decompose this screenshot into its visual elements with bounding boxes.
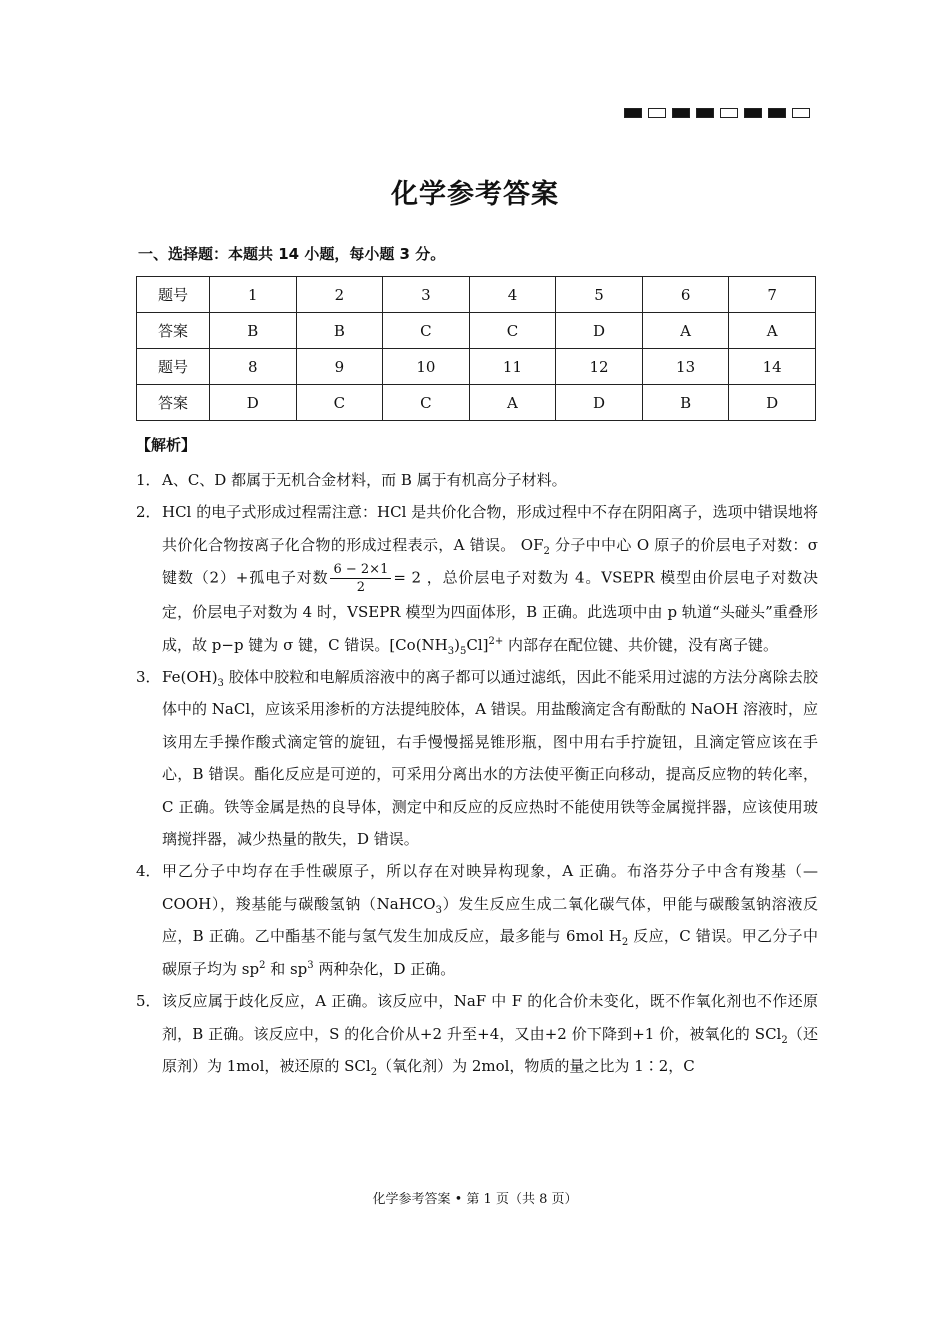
analysis-label: 【解析】 xyxy=(136,436,197,454)
item-number: 1． xyxy=(136,471,161,489)
table-cell: A xyxy=(642,313,729,349)
header-mark-filled xyxy=(744,108,762,118)
table-row xyxy=(137,277,816,313)
item-number: 2． xyxy=(136,503,161,522)
header-mark-filled xyxy=(672,108,690,118)
table-cell: D xyxy=(556,385,643,421)
text-span: 甲乙分子中均存在手性碳原子，所以存在对映异构现象，A 正确。布洛芬分子中含有羧基（—COOH），羧基能与碳酸氢钠（NaHCO xyxy=(162,862,818,913)
text-span: 和 sp xyxy=(265,959,308,978)
table-row xyxy=(137,349,816,385)
subscript: 3 xyxy=(435,904,442,916)
table-cell: A xyxy=(469,385,556,421)
fraction xyxy=(330,561,391,596)
table-cell: 7 xyxy=(729,277,816,313)
item-text xyxy=(162,464,818,496)
header-marks xyxy=(624,108,810,118)
table-cell: 10 xyxy=(383,349,470,385)
table-cell: C xyxy=(296,385,383,421)
list-item xyxy=(136,464,818,496)
header-mark-filled xyxy=(624,108,642,118)
table-cell: 6 xyxy=(642,277,729,313)
table-cell: A xyxy=(729,313,816,349)
table-row xyxy=(137,385,816,421)
item-text xyxy=(162,496,818,661)
page-footer: 化学参考答案 • 第 1 页（共 8 页） xyxy=(372,1192,578,1207)
table-cell: D xyxy=(210,385,297,421)
item-number: 4． xyxy=(136,862,161,881)
superscript: 3 xyxy=(307,959,314,971)
item-text xyxy=(162,985,818,1082)
subscript: 3 xyxy=(217,678,224,690)
superscript: 2 xyxy=(259,959,266,971)
table-cell: 答案 xyxy=(137,385,210,421)
section-heading: 一、选择题：本题共 14 小题，每小题 3 分。 xyxy=(138,245,446,263)
list-item xyxy=(136,496,818,661)
table-cell: 9 xyxy=(296,349,383,385)
table-cell: 12 xyxy=(556,349,643,385)
table-cell: 5 xyxy=(556,277,643,313)
list-item xyxy=(136,855,818,985)
table-cell: 答案 xyxy=(137,313,210,349)
text-span: 内部存在配位键、共价键，没有离子键。 xyxy=(503,635,779,654)
table-cell: 1 xyxy=(210,277,297,313)
table-cell: B xyxy=(296,313,383,349)
table-cell: 2 xyxy=(296,277,383,313)
text-span: 反应，C 错误。甲乙分子中碳原子均为 sp xyxy=(162,927,818,978)
table-cell: D xyxy=(556,313,643,349)
answer-table xyxy=(136,276,816,421)
list-item xyxy=(136,661,818,855)
text-span: （氧化剂）为 2mol，物质的量之比为 1∶2，C xyxy=(377,1056,695,1075)
item-text xyxy=(162,661,818,855)
text-span: 胶体中胶粒和电解质溶液中的离子都可以通过滤纸，因此不能采用过滤的方法分离除去胶体中的 NaCl，应该采用渗析的方法提纯胶体，A 错误。用盐酸滴定含有酚酞的 NaOH 溶液时，应该用左手操作酸式滴定管的旋钮，右手慢慢摇晃锥形瓶，图中用右手拧旋钮，且滴定管应该在手心，B 错误。酯化反应是可逆的，可采用分离出水的方法使平衡正向移动，提高反应物的转化率，C 正确。铁等金属是热的良导体，测定中和反应的反应热时不能使用铁等金属搅拌器，应该使用玻璃搅拌器，减少热量的散失，D 错误。 xyxy=(162,668,818,849)
table-cell: 题号 xyxy=(137,277,210,313)
text-span: （还原剂）为 1mol，被还原的 SCl xyxy=(162,1024,818,1075)
page-title: 化学参考答案 xyxy=(391,179,559,210)
item-text xyxy=(162,855,818,985)
table-cell: C xyxy=(383,385,470,421)
header-mark-empty xyxy=(648,108,666,118)
text-span: Fe(OH) xyxy=(162,668,218,687)
subscript: 2 xyxy=(543,545,550,557)
item-number: 3． xyxy=(136,668,161,687)
subscript: 3 xyxy=(447,645,455,657)
text-span: A、C、D 都属于无机合金材料，而 B 属于有机高分子材料。 xyxy=(162,471,567,489)
fraction-numerator: 6 − 2×1 xyxy=(330,561,391,579)
text-span: 该反应属于歧化反应，A 正确。该反应中，NaF 中 F 的化合价未变化，既不作氧化剂也不作还原剂，B 正确。该反应中，S 的化合价从+2 升至+4，又由+2 价下降到+1 价，被氧化的 SCl xyxy=(162,992,818,1043)
text-span: 分子中中心 O 原子的价层电子对数：σ 键数（2）+孤电子对数 xyxy=(162,535,819,587)
table-cell: C xyxy=(383,313,470,349)
header-mark-empty xyxy=(720,108,738,118)
table-cell: B xyxy=(642,385,729,421)
table-cell: C xyxy=(469,313,556,349)
table-cell: 11 xyxy=(469,349,556,385)
header-mark-empty xyxy=(792,108,810,118)
text-span: Cl] xyxy=(466,635,489,654)
item-number: 5． xyxy=(136,992,161,1011)
subscript: 5 xyxy=(459,645,467,657)
text-span: ）发生反应生成二氧化碳气体，甲能与碳酸氢钠溶液反应，B 正确。乙中酯基不能与氢气发生加成反应，最多能与 6mol H xyxy=(162,894,818,946)
list-item xyxy=(136,985,818,1082)
table-cell: D xyxy=(729,385,816,421)
header-mark-filled xyxy=(768,108,786,118)
text-span: = 2 ，总价层电子对数为 4。VSEPR 模型由价层电子对数决定，价层电子对数为 4 时，VSEPR 模型为四面体形，B 正确。此选项中由 p 轨道“头碰头”重叠形成，故 p−p 键为 σ 键，C 错误。[Co(NH xyxy=(162,568,818,654)
analysis-items xyxy=(136,464,818,1082)
table-cell: 14 xyxy=(729,349,816,385)
table-cell: B xyxy=(210,313,297,349)
table-cell: 13 xyxy=(642,349,729,385)
text-span: HCl 的电子式形成过程需注意：HCl 是共价化合物，形成过程中不存在阴阳离子，选项中错误地将共价化合物按离子化合物的形成过程表示，A 错误。 OF xyxy=(162,503,818,554)
table-cell: 8 xyxy=(210,349,297,385)
text-span: ) xyxy=(454,635,460,654)
header-mark-filled xyxy=(696,108,714,118)
subscript: 2 xyxy=(370,1066,378,1078)
table-cell: 题号 xyxy=(137,349,210,385)
subscript: 2 xyxy=(621,937,629,949)
subscript: 2 xyxy=(781,1034,788,1046)
table-cell: 3 xyxy=(383,277,470,313)
table-row xyxy=(137,313,816,349)
superscript: 2+ xyxy=(488,635,504,647)
text-span: 两种杂化，D 正确。 xyxy=(313,959,456,978)
fraction-denominator: 2 xyxy=(356,580,366,596)
table-cell: 4 xyxy=(469,277,556,313)
